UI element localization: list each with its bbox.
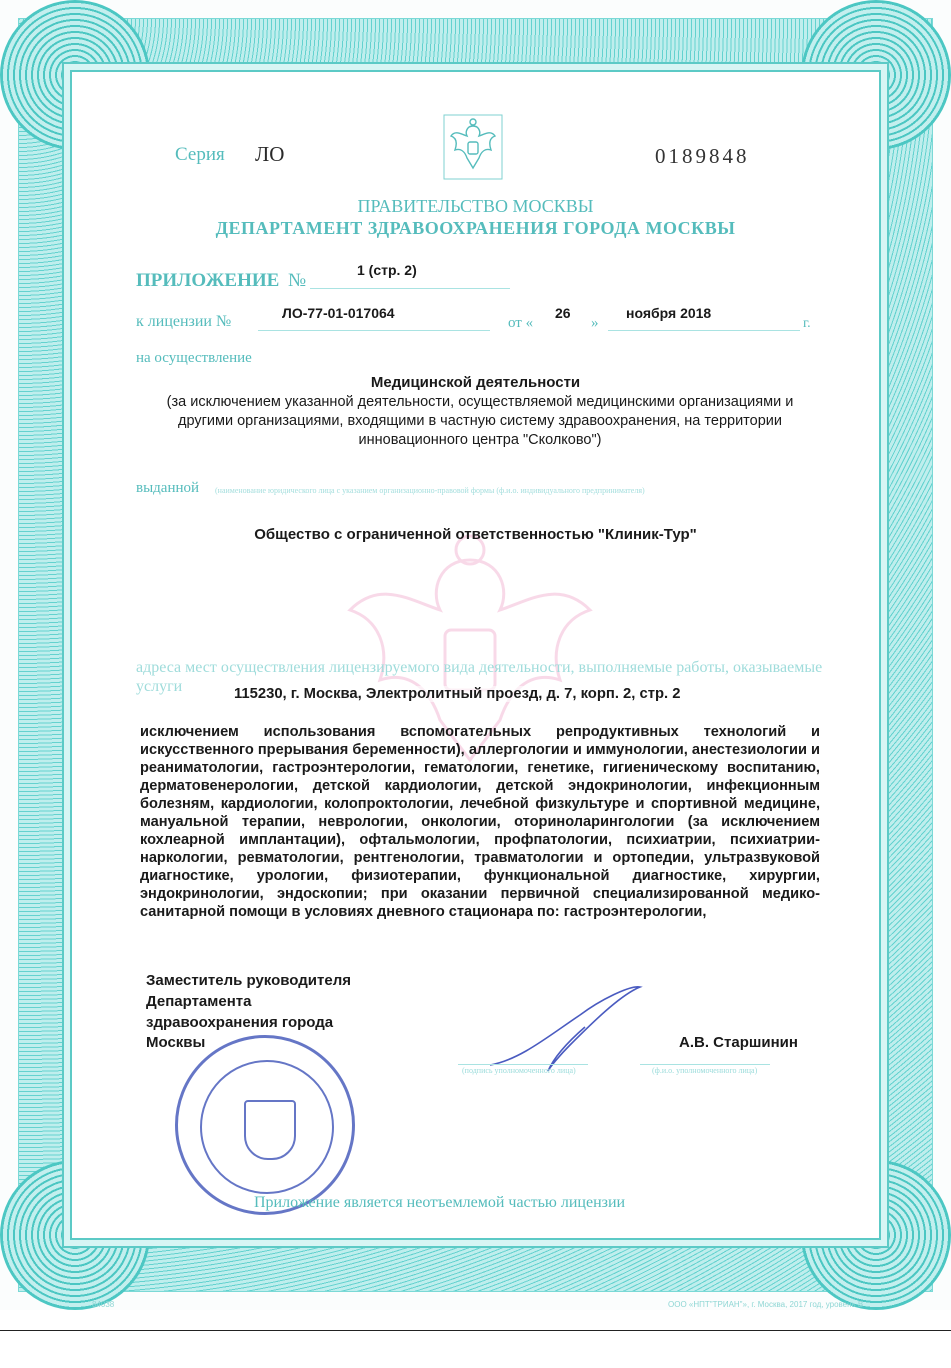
license-date-underline xyxy=(608,330,800,331)
appendix-underline xyxy=(310,288,510,289)
signer-position-line3: здравоохранения города xyxy=(146,1014,334,1031)
department-title: ДЕПАРТАМЕНТ ЗДРАВООХРАНЕНИЯ ГОРОДА МОСКВЫ xyxy=(215,218,736,238)
license-year-suffix: г. xyxy=(803,316,811,331)
handwritten-signature-icon xyxy=(480,975,650,1075)
government-title: ПРАВИТЕЛЬСТВО МОСКВЫ xyxy=(357,196,594,216)
document-number: 0189848 xyxy=(655,144,750,168)
issued-organization: Общество с ограниченной ответственностью "Клиник-Тур" xyxy=(254,526,697,543)
series-value: ЛО xyxy=(255,142,285,166)
name-underline xyxy=(640,1064,770,1065)
license-number-underline xyxy=(258,330,490,331)
appendix-label: ПРИЛОЖЕНИЕ xyxy=(136,270,280,291)
series-label: Серия xyxy=(175,144,225,165)
footer-note: Приложение является неотъемлемой частью лицензии xyxy=(254,1194,626,1211)
signer-position-line1: Заместитель руководителя xyxy=(146,972,351,989)
address-value: 115230, г. Москва, Электролитный проезд, д. 7, корп. 2, стр. 2 xyxy=(234,686,681,702)
license-day: 26 xyxy=(555,305,571,321)
page-bottom-edge xyxy=(0,1330,951,1331)
activity-label: на осуществление xyxy=(136,350,252,366)
signature-underline xyxy=(458,1064,588,1065)
printer-info: ООО «НПТ"ТРИАН"», г. Москва, 2017 год, уровень В xyxy=(668,1300,864,1309)
services-text: исключением использования вспомогательных репродуктивных технологий и искусственного прерывания беременности), аллергологии и иммунологии, анестезиологии и реаниматологии, гастроэнтерологии, гематологии, генетике, гигиеническому воспитанию, дерматовенерологии, детской кардиологии, детской эндокринологии, инфекционным болезням, кардиологии, колопроктологии, лечебной физкультуре и спортивной медицине, мануальной терапии, неврологии, онкологии, оториноларингологии (за исключением кохлеарной имплантации), офтальмологии, профпатологии, психиатрии, психиатрии-наркологии, ревматологии, рентгенологии, травматологии и ортопедии, ультразвуковой диагностике, урологии, физиотерапии, функциональной диагностике, хирургии, эндокринологии, эндоскопии; при оказании первичной специализированной медико-санитарной помощи в условиях дневного стационара по: гастроэнтерологии, xyxy=(140,724,820,920)
address-label: адреса мест осуществления лицензируемого вида деятельности, выполняемые работы, оказываемые услуги xyxy=(136,659,823,695)
coat-of-arms-icon xyxy=(443,114,503,180)
official-seal-icon xyxy=(175,1035,355,1215)
license-label: к лицензии № xyxy=(136,313,232,330)
print-code: 84038 xyxy=(92,1300,115,1309)
license-from-label: от « xyxy=(508,315,534,331)
signature-hint: (подпись уполномоченного лица) xyxy=(462,1066,576,1075)
signer-position-line2: Департамента xyxy=(146,993,252,1010)
license-month-year: ноября 2018 xyxy=(626,305,712,321)
signer-position-line4: Москвы xyxy=(146,1034,206,1051)
signer-name: А.В. Старшинин xyxy=(679,1034,798,1051)
license-number: ЛО-77-01-017064 xyxy=(282,305,395,321)
appendix-value: 1 (стр. 2) xyxy=(357,262,417,278)
activity-description: (за исключением указанной деятельности, осуществляемой медицинскими организациями и другими организациями, входящими в частную систему здравоохранения, на территории инновационного центра "Сколково") xyxy=(166,394,794,448)
license-close-quote: » xyxy=(591,315,599,331)
issued-hint: (наименование юридического лица с указанием организационно-правовой формы (ф.и.о. индивидуального предпринимателя) xyxy=(215,486,645,495)
name-hint: (ф.и.о. уполномоченного лица) xyxy=(652,1066,758,1075)
activity-title: Медицинской деятельности xyxy=(370,374,581,391)
appendix-no-sign: № xyxy=(288,270,307,291)
issued-label: выданной xyxy=(136,480,200,496)
